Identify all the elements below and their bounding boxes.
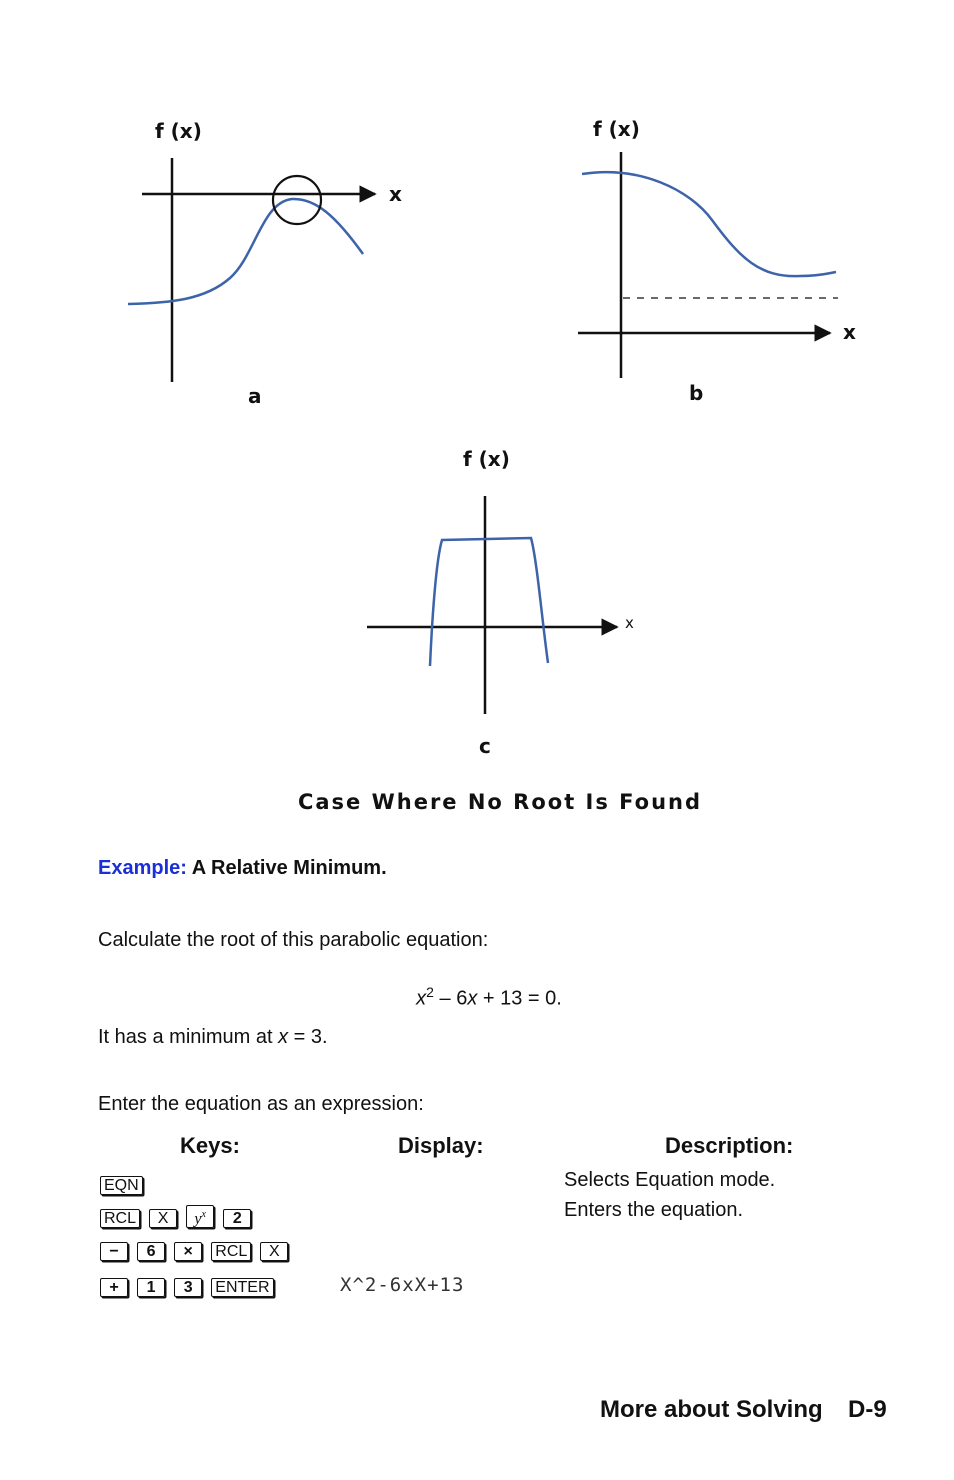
key-rcl: RCL: [100, 1209, 140, 1228]
figure-c-ylabel: f (x): [463, 447, 510, 471]
display-header: Display:: [398, 1133, 484, 1158]
description-1: Selects Equation mode.: [564, 1169, 776, 1191]
enter-text: Enter the equation as an expression:: [98, 1093, 424, 1115]
figure-caption: Case Where No Root Is Found: [297, 790, 703, 814]
figure-a-ylabel: f (x): [155, 119, 202, 143]
figure-c-xlabel: x: [625, 614, 634, 632]
figure-c: [367, 496, 617, 714]
key-6: 6: [137, 1242, 165, 1261]
equation-var: x: [416, 987, 427, 1010]
example-label: Example:: [98, 857, 187, 879]
keys-row-2: [100, 1205, 255, 1229]
key-multiply: ×: [174, 1242, 202, 1261]
minimum-text: [98, 1026, 328, 1049]
key-rcl-2: RCL: [211, 1242, 251, 1261]
keys-header: Keys:: [180, 1133, 240, 1158]
key-x: X: [149, 1209, 177, 1228]
display-readout: X^2-6xX+13: [340, 1274, 465, 1296]
description-header: Description:: [665, 1133, 794, 1158]
equation-var-2: x: [467, 987, 478, 1010]
key-2: 2: [223, 1209, 251, 1228]
key-enter: ENTER: [211, 1278, 273, 1297]
minimum-var: x: [278, 1026, 289, 1048]
minimum-post: = 3.: [288, 1026, 328, 1048]
equation-part-a: – 6: [433, 987, 468, 1010]
key-power: $y^x$: [186, 1205, 214, 1228]
figure-c-caption: c: [479, 734, 491, 758]
key-x-2: X: [260, 1242, 288, 1261]
equation-part-b: + 13 = 0.: [477, 987, 562, 1010]
equation: [0, 984, 954, 1011]
example-title: A Relative Minimum.: [191, 857, 387, 879]
figure-c-curve: [430, 538, 548, 666]
description-2: Enters the equation.: [564, 1199, 744, 1221]
keys-row-1: [100, 1175, 147, 1199]
footer-page-number: D-9: [848, 1396, 887, 1423]
keys-row-4: [100, 1277, 278, 1301]
example-heading: [98, 857, 387, 880]
key-3: 3: [174, 1278, 202, 1297]
minimum-pre: It has a minimum at: [98, 1026, 279, 1048]
key-plus: +: [100, 1278, 128, 1297]
figure-b-caption: b: [689, 381, 704, 405]
figure-a-caption: a: [248, 384, 262, 408]
intro-text: Calculate the root of this parabolic equation:: [98, 929, 489, 951]
figure-b-xlabel: x: [843, 320, 856, 344]
figure-a: [128, 158, 375, 382]
footer-section: More about Solving: [600, 1396, 823, 1423]
key-minus: −: [100, 1242, 128, 1261]
figure-b-ylabel: f (x): [593, 117, 640, 141]
equation-exponent: 2: [426, 984, 434, 1000]
figure-b: [578, 152, 838, 378]
key-1: 1: [137, 1278, 165, 1297]
key-eqn: EQN: [100, 1176, 143, 1195]
keys-row-3: [100, 1241, 292, 1265]
figure-a-curve: [128, 199, 363, 304]
figure-a-xlabel: x: [389, 182, 402, 206]
